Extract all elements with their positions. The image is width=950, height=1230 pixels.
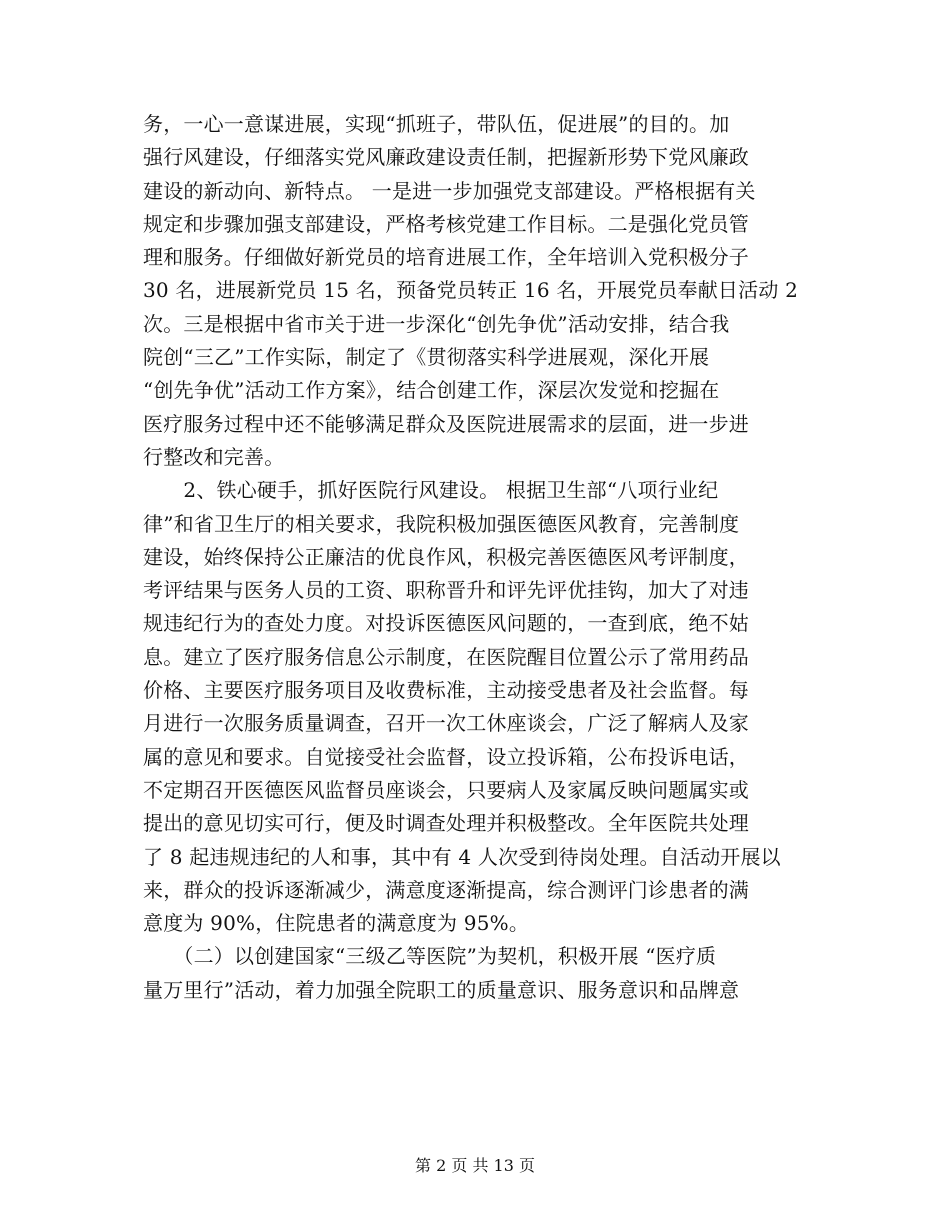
text-line: 行整改和完善。 — [143, 444, 285, 469]
body-text — [143, 108, 813, 1007]
text-line: （二）以创建国家“三级乙等医院”为契机，积极开展 “医疗质 — [143, 944, 717, 969]
text-line: 理和服务。仔细做好新党员的培育进展工作，全年培训入党积极分子 — [143, 245, 749, 270]
text-line: 医疗服务过程中还不能够满足群众及医院进展需求的层面，进一步进 — [143, 411, 749, 436]
text-line: 不定期召开医德医风监督员座谈会，只要病人及家属反映问题属实或 — [143, 777, 749, 802]
text-line: 次。三是根据中省市关于进一步深化“创先争优”活动安排，结合我 — [143, 311, 730, 336]
text-line: 强行风建设，仔细落实党风廉政建设责任制，把握新形势下党风廉政 — [143, 145, 749, 170]
text-line: 息。建立了医疗服务信息公示制度，在医院醒目位置公示了常用药品 — [143, 644, 749, 669]
text-line: 属的意见和要求。自觉接受社会监督，设立投诉箱，公布投诉电话， — [143, 744, 749, 769]
text-line: 提出的意见切实可行，便及时调查处理并积极整改。全年医院共处理 — [143, 811, 749, 836]
text-line: 30 名，进展新党员 15 名，预备党员转正 16 名，开展党员奉献日活动 2 — [143, 278, 799, 303]
text-line: 规定和步骤加强支部建设，严格考核党建工作目标。二是强化党员管 — [143, 211, 749, 236]
text-line: 院创“三乙”工作实际，制定了《贯彻落实科学进展观，深化开展 — [143, 345, 710, 370]
text-line: 建设的新动向、新特点。 一是进一步加强党支部建设。严格根据有关 — [143, 178, 756, 203]
text-line: “创先争优”活动工作方案》，结合创建工作，深层次发觉和挖掘在 — [143, 378, 720, 403]
text-line: 价格、主要医疗服务项目及收费标准，主动接受患者及社会监督。每 — [143, 678, 749, 703]
text-line: 量万里行”活动，着力加强全院职工的质量意识、服务意识和品牌意 — [143, 977, 740, 1002]
text-line: 律”和省卫生厅的相关要求，我院积极加强医德医风教育，完善制度 — [143, 511, 740, 536]
text-line: 来，群众的投诉逐渐减少，满意度逐渐提高，综合测评门诊患者的满 — [143, 877, 749, 902]
text-line: 2、铁心硬手，抓好医院行风建设。 根据卫生部“八项行业纪 — [143, 478, 719, 503]
text-line: 规违纪行为的查处力度。对投诉医德医风问题的，一查到底，绝不姑 — [143, 611, 749, 636]
text-line: 意度为 90%，住院患者的满意度为 95%。 — [143, 911, 530, 936]
text-line: 考评结果与医务人员的工资、职称晋升和评先评优挂钩，加大了对违 — [143, 578, 749, 603]
page-number: 第 2 页 共 13 页 — [415, 1156, 535, 1175]
text-line: 月进行一次服务质量调查，召开一次工休座谈会，广泛了解病人及家 — [143, 711, 749, 736]
text-line: 了 8 起违规违纪的人和事，其中有 4 人次受到待岗处理。自活动开展以 — [143, 844, 781, 869]
text-line: 建设，始终保持公正廉洁的优良作风，积极完善医德医风考评制度， — [143, 544, 749, 569]
text-line: 务，一心一意谋进展，实现“抓班子，带队伍，促进展”的目的。加 — [143, 112, 730, 136]
